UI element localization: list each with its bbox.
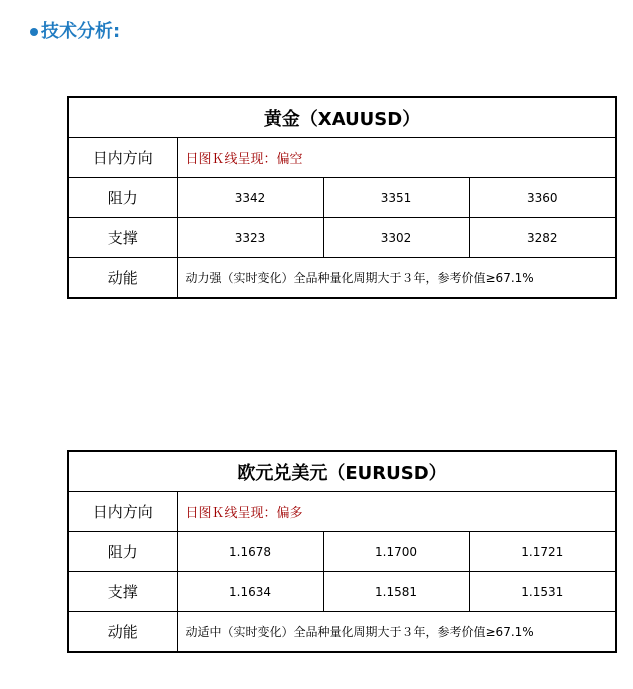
eurusd-resistance-3: 1.1721 [469,532,616,572]
eurusd-direction-value: 日图Ｋ线呈现：偏多 [177,492,616,532]
bullet-icon [30,28,38,36]
eurusd-support-3: 1.1531 [469,572,616,612]
gold-resistance-row [68,178,616,218]
gold-table [67,96,617,299]
gold-momentum-value: 动力强（实时变化）全品种量化周期大于３年，参考价值≥67.1% [177,258,616,299]
gold-support-3: 3282 [469,218,616,258]
eurusd-title: 欧元兑美元（EURUSD） [68,451,616,492]
eurusd-momentum-value: 动适中（实时变化）全品种量化周期大于３年，参考价值≥67.1% [177,612,616,653]
eurusd-title-row [68,451,616,492]
section-header [30,20,120,44]
eurusd-resistance-row [68,532,616,572]
eurusd-table [67,450,617,653]
gold-resistance-label: 阻力 [68,178,177,218]
gold-resistance-3: 3360 [469,178,616,218]
eurusd-resistance-label: 阻力 [68,532,177,572]
gold-direction-label: 日内方向 [68,138,177,178]
eurusd-direction-label: 日内方向 [68,492,177,532]
eurusd-direction-row [68,492,616,532]
eurusd-momentum-label: 动能 [68,612,177,653]
eurusd-support-2: 1.1581 [323,572,469,612]
gold-support-2: 3302 [323,218,469,258]
gold-title-row [68,97,616,138]
eurusd-support-label: 支撑 [68,572,177,612]
gold-direction-row [68,138,616,178]
gold-title: 黄金（XAUUSD） [68,97,616,138]
section-title: 技术分析: [41,21,121,42]
gold-support-row [68,218,616,258]
gold-momentum-row [68,258,616,299]
gold-direction-value: 日图Ｋ线呈现：偏空 [177,138,616,178]
gold-support-1: 3323 [177,218,323,258]
eurusd-momentum-row [68,612,616,653]
gold-support-label: 支撑 [68,218,177,258]
eurusd-resistance-1: 1.1678 [177,532,323,572]
eurusd-support-1: 1.1634 [177,572,323,612]
gold-resistance-2: 3351 [323,178,469,218]
gold-momentum-label: 动能 [68,258,177,299]
eurusd-resistance-2: 1.1700 [323,532,469,572]
eurusd-support-row [68,572,616,612]
gold-resistance-1: 3342 [177,178,323,218]
